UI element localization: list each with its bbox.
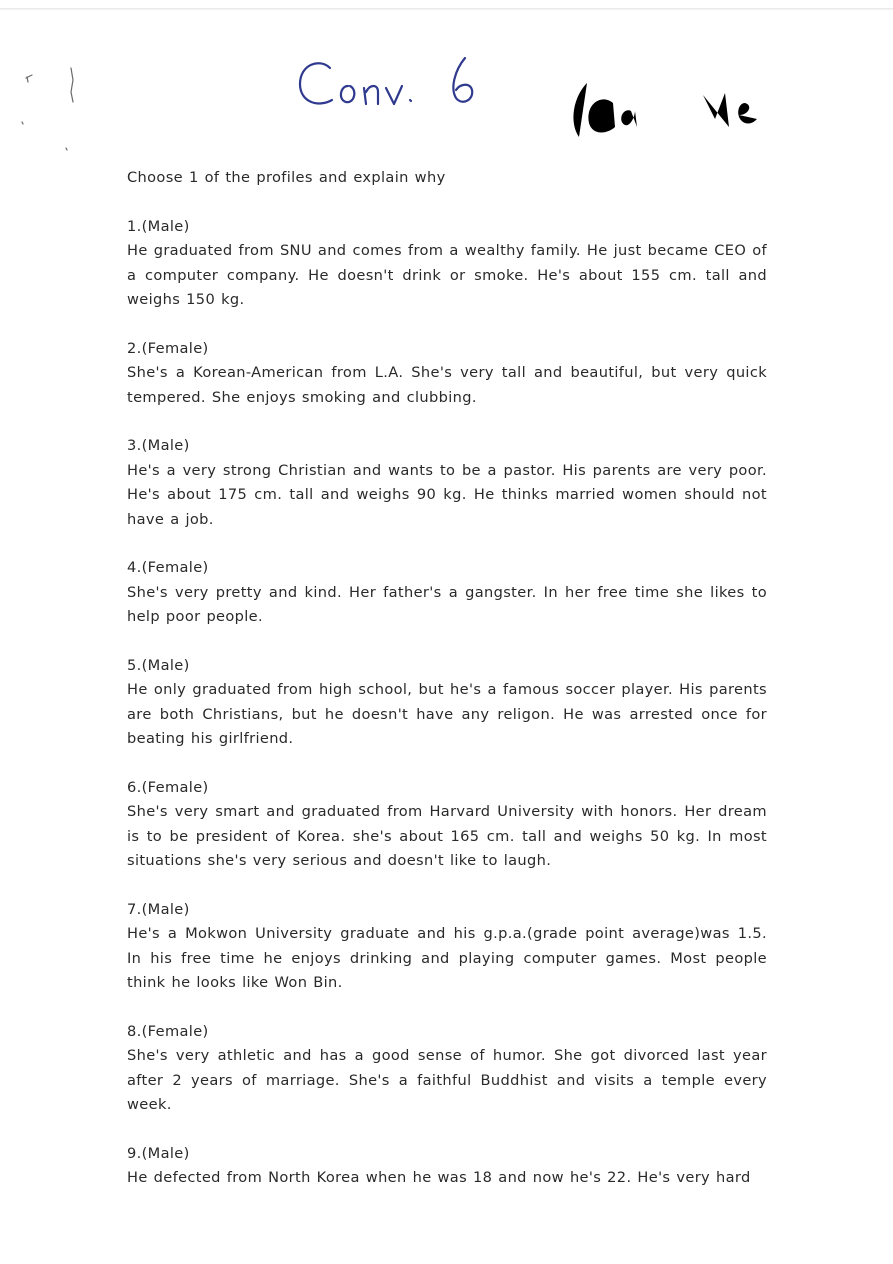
profile-description: She's very smart and graduated from Harvard University with honors. Her dream is to be president of Korea. she's about 165 cm. tall and weighs 50 kg. In most situations she's very serious and doesn't like to laugh. <box>127 803 767 869</box>
profile-5 <box>127 654 767 752</box>
profile-heading: 6.(Female) <box>127 778 209 796</box>
profile-1 <box>127 215 767 313</box>
profile-heading: 3.(Male) <box>127 437 190 454</box>
profile-heading: 5.(Male) <box>127 656 190 674</box>
profile-description: She's very athletic and has a good sense of humor. She got divorced last year after 2 years of marriage. She's a faithful Buddhist and visits a temple every week. <box>127 1047 767 1113</box>
profile-heading: 4.(Female) <box>127 559 209 576</box>
profile-8 <box>127 1020 767 1118</box>
profile-6 <box>127 776 767 874</box>
margin-scribbles <box>18 60 88 164</box>
profile-4 <box>127 556 767 630</box>
profile-description: He defected from North Korea when he was 18 and now he's 22. He's very hard <box>127 1169 751 1186</box>
profile-worksheet <box>127 166 767 1215</box>
profile-3 <box>127 434 767 532</box>
profile-heading: 9.(Male) <box>127 1144 190 1162</box>
worksheet-instruction: Choose 1 of the profiles and explain why <box>127 169 446 186</box>
profile-description: He only graduated from high school, but he's a famous soccer player. His parents are both Christians, but he doesn't have any religon. He was arrested once for beating his girlfriend. <box>127 681 767 747</box>
handwritten-conversation-number <box>290 50 490 124</box>
profile-heading: 8.(Female) <box>127 1022 209 1040</box>
profile-description: He's a very strong Christian and wants to be a pastor. His parents are very poor. He's about 175 cm. tall and weighs 90 kg. He thinks married women should not have a job. <box>127 461 767 528</box>
profile-2 <box>127 337 767 411</box>
handwritten-call-me-note <box>565 75 805 154</box>
profile-description: He graduated from SNU and comes from a wealthy family. He just became CEO of a computer company. He doesn't drink or smoke. He's about 155 cm. tall and weighs 150 kg. <box>127 242 767 308</box>
profile-heading: 2.(Female) <box>127 339 209 357</box>
profile-description: She's very pretty and kind. Her father's a gangster. In her free time she likes to help poor people. <box>127 583 767 625</box>
scan-edge <box>0 8 893 10</box>
profile-9 <box>127 1142 767 1191</box>
profile-description: She's a Korean-American from L.A. She's very tall and beautiful, but very quick tempered. She enjoys smoking and clubbing. <box>127 364 767 406</box>
profile-description: He's a Mokwon University graduate and his g.p.a.(grade point average)was 1.5. In his free time he enjoys drinking and playing computer games. Most people think he looks like Won Bin. <box>127 925 767 991</box>
profile-heading: 7.(Male) <box>127 900 190 918</box>
profile-7 <box>127 898 767 996</box>
profile-heading: 1.(Male) <box>127 217 190 235</box>
